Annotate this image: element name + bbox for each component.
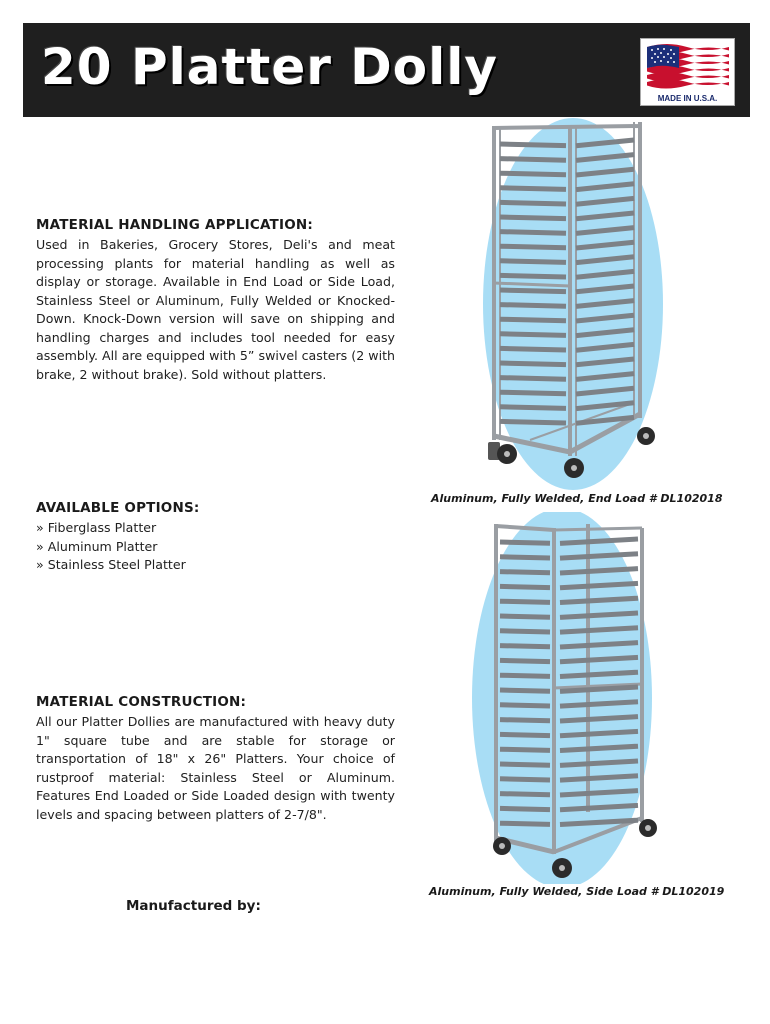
- rack-slat: [500, 749, 550, 750]
- construction-text: All our Platter Dollies are manufactured with heavy duty 1" square tube and are stable for storage or transportation of 18" x 26" Platters. Your choice of rustproof material: Stainless Steel or Aluminum. Features End Loaded or Side Loaded design with twenty levels and spacing between platters of 2-7/8".: [36, 714, 395, 822]
- rack-slat: [500, 779, 550, 780]
- rack-slat: [500, 363, 566, 365]
- option-item: » Fiberglass Platter: [36, 519, 186, 538]
- options-heading: AVAILABLE OPTIONS:: [36, 500, 200, 516]
- rack-slat: [500, 202, 566, 204]
- rack-slat: [500, 690, 550, 691]
- rack-slat: [500, 421, 566, 423]
- rack-slat: [500, 542, 550, 543]
- rack-slat: [500, 378, 566, 380]
- rack-slat: [500, 144, 566, 146]
- rack-slat: [500, 705, 550, 706]
- product-caption-side-load: Aluminum, Fully Welded, Side Load # DL102019: [429, 885, 725, 898]
- header-bar: [23, 23, 750, 117]
- side-load-dolly-image: [470, 512, 670, 884]
- option-item: » Aluminum Platter: [36, 538, 186, 557]
- rack-slat: [500, 764, 550, 765]
- rack-slat: [500, 392, 566, 394]
- rack-slat: [500, 794, 550, 795]
- rack-slat: [500, 173, 566, 175]
- rack-slat: [500, 734, 550, 735]
- rack-slat: [500, 334, 566, 336]
- manufactured-by-label: Manufactured by:: [126, 898, 261, 914]
- rack-slat: [500, 290, 566, 292]
- rack-slat: [500, 188, 566, 190]
- options-list: [36, 519, 186, 575]
- rack-slat: [500, 586, 550, 587]
- application-text: Used in Bakeries, Grocery Stores, Deli's and meat processing plants for material handling as well as display or storage. Available in End Load or Side Load, Stainless Steel or Aluminum, Fully Welded or Knocked-Down. Knock-Down version will save on shipping and handling charges and includes tool needed for easy assembly. All are equipped with 5” swivel casters (2 with brake, 2 without brake). Sold without platters.: [36, 237, 395, 382]
- rack-slat: [500, 246, 566, 248]
- rack-slat: [500, 675, 550, 676]
- rack-slat: [500, 616, 550, 617]
- rack-slat: [500, 261, 566, 263]
- rack-slat: [500, 631, 550, 632]
- rack-slat: [500, 232, 566, 234]
- rack-slat: [500, 720, 550, 721]
- rack-slat: [500, 823, 550, 824]
- construction-heading: MATERIAL CONSTRUCTION:: [36, 694, 247, 710]
- usa-flag-icon: [643, 41, 731, 93]
- option-item: » Stainless Steel Platter: [36, 556, 186, 575]
- rack-slat: [500, 557, 550, 558]
- rack-slat: [500, 646, 550, 647]
- rack-slat: [500, 808, 550, 809]
- rack-slat: [500, 348, 566, 350]
- end-load-dolly-image: [470, 118, 670, 490]
- application-heading: MATERIAL HANDLING APPLICATION:: [36, 217, 313, 233]
- made-in-usa-badge: [640, 38, 735, 106]
- rack-slat: [500, 601, 550, 602]
- rack-slat: [500, 319, 566, 321]
- rack-slat: [500, 159, 566, 161]
- rack-slat: [500, 275, 566, 277]
- rack-slat: [500, 572, 550, 573]
- product-caption-end-load: Aluminum, Fully Welded, End Load # DL102018: [431, 492, 723, 505]
- rack-slat: [500, 217, 566, 219]
- made-in-usa-text: MADE IN U.S.A.: [657, 94, 718, 103]
- page-title: 20 Platter Dolly: [41, 38, 499, 96]
- rack-slat: [500, 305, 566, 307]
- rack-slat: [500, 407, 566, 409]
- rack-slat: [500, 660, 550, 661]
